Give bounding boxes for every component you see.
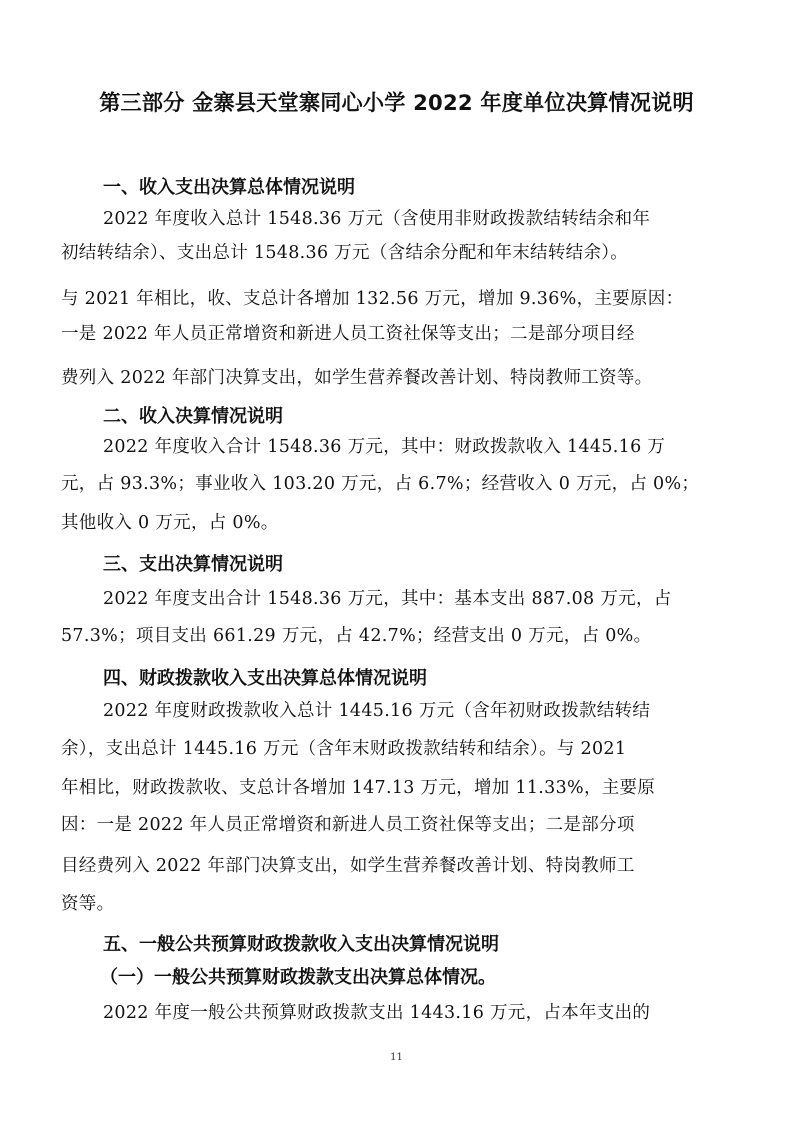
page-title: 第三部分 金寨县天堂寨同心小学 2022 年度单位决算情况说明 — [99, 91, 694, 116]
section-sub-heading: （一）一般公共预算财政拨款支出决算总体情况。 — [100, 967, 496, 988]
paragraph-line: 2022 年度支出合计 1548.36 万元，其中：基本支出 887.08 万元，占 — [103, 589, 672, 609]
paragraph-line: 费列入 2022 年部门决算支出，如学生营养餐改善计划、特岗教师工资等。 — [61, 368, 653, 388]
section-heading: 二、收入决算情况说明 — [103, 406, 283, 427]
section-heading: 一、收入支出决算总体情况说明 — [103, 177, 355, 198]
paragraph-line: 2022 年度一般公共预算财政拨款支出 1443.16 万元，占本年支出的 — [103, 1003, 651, 1023]
paragraph-line: 资等。 — [61, 894, 115, 914]
paragraph-line: 余），支出总计 1445.16 万元（含年末财政拨款结转和结余）。与 2021 — [61, 739, 627, 759]
paragraph-line: 其他收入 0 万元，占 0%。 — [61, 513, 279, 533]
paragraph-line: 与 2021 年相比，收、支总计各增加 132.56 万元，增加 9.36%，主要原因： — [61, 289, 684, 309]
paragraph-line: 2022 年度收入总计 1548.36 万元（含使用非财政拨款结转结余和年 — [103, 209, 651, 229]
paragraph-line: 57.3%；项目支出 661.29 万元，占 42.7%；经营支出 0 万元，占 0%。 — [61, 626, 652, 646]
section-heading: 四、财政拨款收入支出决算总体情况说明 — [103, 668, 427, 689]
paragraph-line: 2022 年度收入合计 1548.36 万元，其中：财政拨款收入 1445.16 万 — [103, 437, 666, 457]
paragraph-line: 初结转结余）、支出总计 1548.36 万元（含结余分配和年末结转结余）。 — [61, 243, 629, 263]
page-number: 11 — [390, 1052, 403, 1063]
paragraph-line: 因：一是 2022 年人员正常增资和新进人员工资社保等支出；二是部分项 — [61, 815, 635, 835]
paragraph-line: 一是 2022 年人员正常增资和新进人员工资社保等支出；二是部分项目经 — [61, 324, 635, 344]
paragraph-line: 元，占 93.3%；事业收入 103.20 万元，占 6.7%；经营收入 0 万元，占 0%； — [61, 474, 700, 494]
paragraph-line: 2022 年度财政拨款收入总计 1445.16 万元（含年初财政拨款结转结 — [103, 701, 651, 721]
paragraph-line: 目经费列入 2022 年部门决算支出，如学生营养餐改善计划、特岗教师工 — [61, 856, 635, 876]
section-heading: 三、支出决算情况说明 — [103, 554, 283, 575]
section-heading: 五、一般公共预算财政拨款收入支出决算情况说明 — [103, 934, 499, 955]
paragraph-line: 年相比，财政拨款收、支总计各增加 147.13 万元，增加 11.33%，主要原 — [61, 778, 656, 798]
